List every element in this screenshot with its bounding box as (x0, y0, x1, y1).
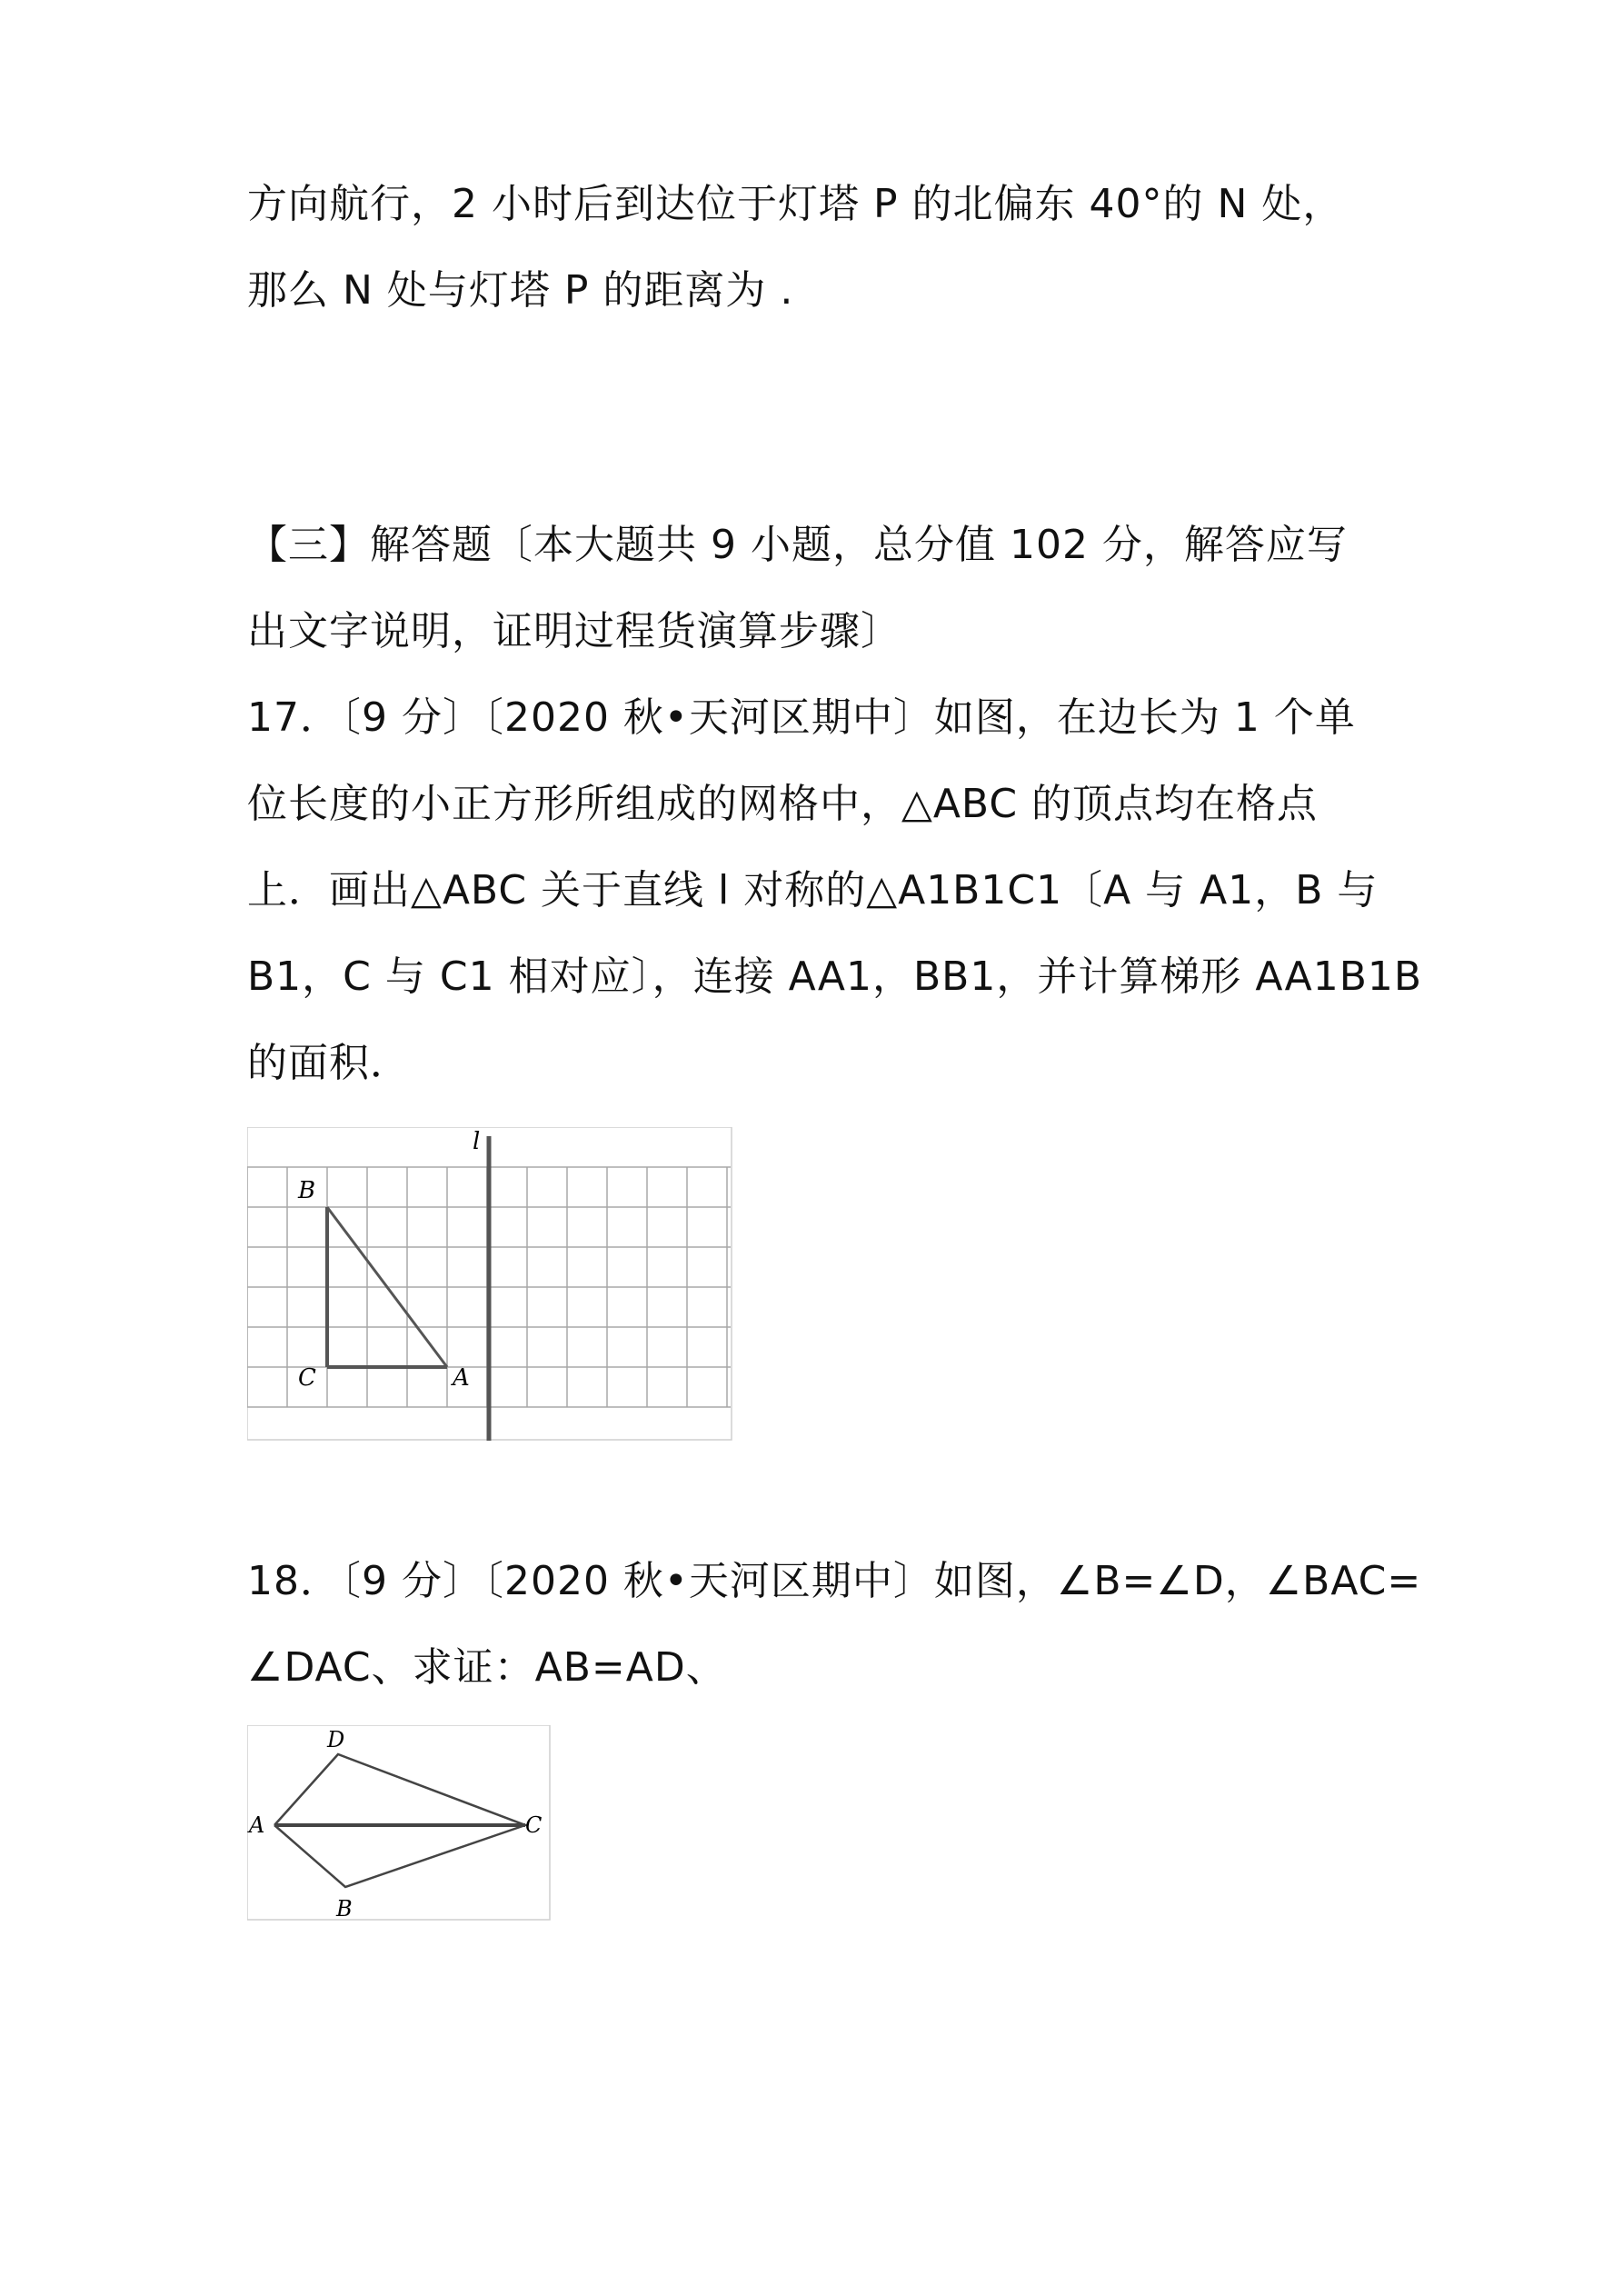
problem-17-line-4: B1，C 与 C1 相对应〕，连接 AA1，BB1，并计算梯形 AA1B1B (247, 953, 1423, 1000)
figure-17-grid (247, 1127, 732, 1441)
text-line-1: 方向航行，2 小时后到达位于灯塔 P 的北偏东 40°的 N 处， (247, 181, 1344, 227)
section-heading-line-1: 【三】解答题〔本大题共 9 小题，总分值 102 分，解答应写 (247, 522, 1348, 568)
section-heading-line-2: 出文字说明，证明过程货演算步骤〕 (247, 608, 901, 654)
label-b: B (298, 1177, 316, 1204)
label-line-l: l (473, 1128, 481, 1155)
problem-18-line-1: 18．〔9 分〕〔2020 秋•天河区期中〕如图，∠B=∠D，∠BAC= (247, 1558, 1422, 1604)
label-a: A (249, 1812, 265, 1838)
problem-17-line-2: 位长度的小正方形所组成的网格中，△ABC 的顶点均在格点 (247, 781, 1319, 827)
problem-17-line-5: 的面积． (247, 1040, 411, 1086)
problem-17-line-3: 上．画出△ABC 关于直线 l 对称的△A1B1C1〔A 与 A1，B 与 (247, 867, 1379, 913)
problem-18-line-2: ∠DAC、求证：AB=AD、 (247, 1644, 727, 1691)
label-a: A (453, 1364, 470, 1392)
label-c: C (525, 1812, 543, 1838)
text-line-2: 那么 N 处与灯塔 P 的距离为 . (247, 267, 794, 314)
label-c: C (298, 1364, 316, 1392)
label-b: B (336, 1896, 353, 1921)
label-d: D (327, 1727, 345, 1752)
figure-18-quadrilateral (247, 1725, 551, 1921)
problem-17-line-1: 17．〔9 分〕〔2020 秋•天河区期中〕如图，在边长为 1 个单 (247, 694, 1356, 741)
